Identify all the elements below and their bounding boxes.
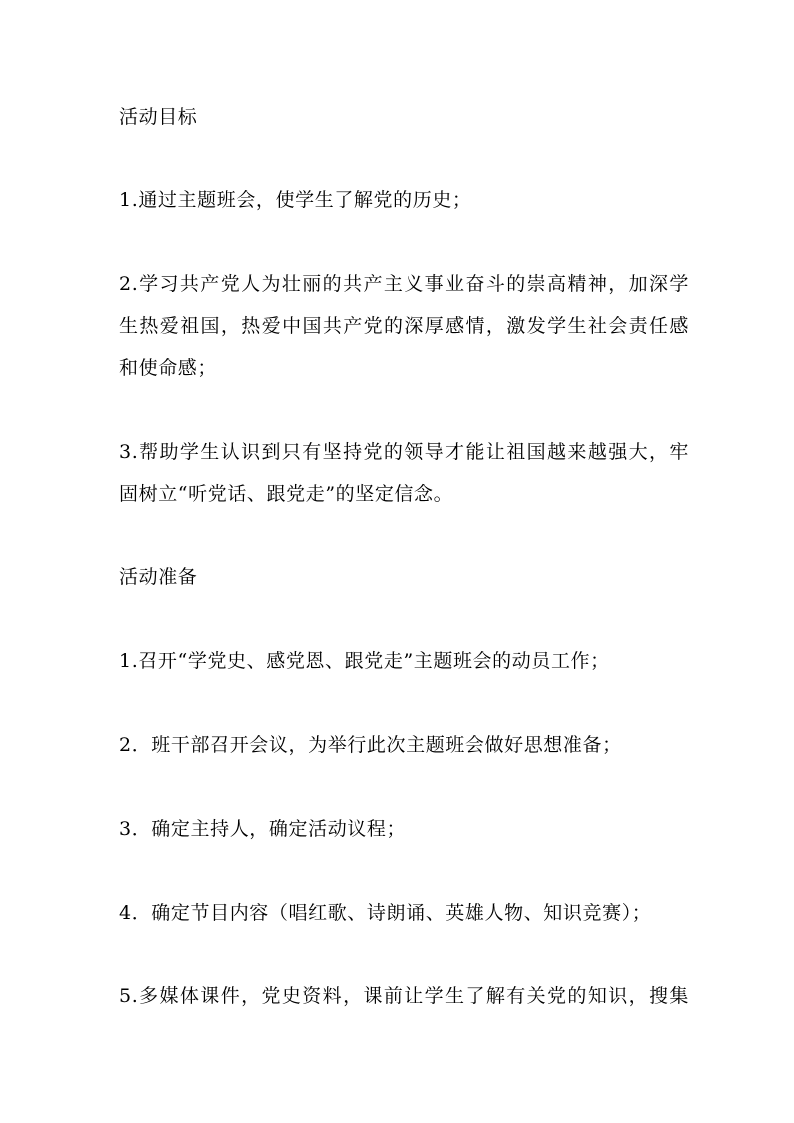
- preparation-item-2: 2．班干部召开会议，为举行此次主题班会做好思想准备；: [119, 734, 622, 756]
- objective-item-1: 1.通过主题班会，使学生了解党的历史；: [119, 189, 472, 211]
- objective-item-3-line-2: 固树立“听党话、跟党走”的坚定信念。: [119, 483, 454, 505]
- objectives-heading: 活动目标: [119, 106, 198, 128]
- objective-item-2-line-1: 2.学习共产党人为壮丽的共产主义事业奋斗的崇高精神，加深学: [119, 273, 689, 295]
- objective-item-2-line-2: 生热爱祖国，热爱中国共产党的深厚感情，激发学生社会责任感: [119, 315, 689, 337]
- objective-item-3-line-1: 3.帮助学生认识到只有坚持党的领导才能让祖国越来越强大，牢: [119, 441, 689, 463]
- preparation-item-1: 1.召开“学党史、感党恩、跟党走”主题班会的动员工作；: [119, 650, 610, 672]
- preparation-item-5: 5.多媒体课件，党史资料，课前让学生了解有关党的知识，搜集: [119, 985, 689, 1007]
- preparation-item-4: 4．确定节目内容（唱红歌、诗朗诵、英雄人物、知识竞赛）；: [119, 902, 652, 924]
- preparation-item-3: 3．确定主持人，确定活动议程；: [119, 818, 407, 840]
- objective-item-2-line-3: 和使命感；: [119, 357, 218, 379]
- preparation-heading: 活动准备: [119, 566, 198, 588]
